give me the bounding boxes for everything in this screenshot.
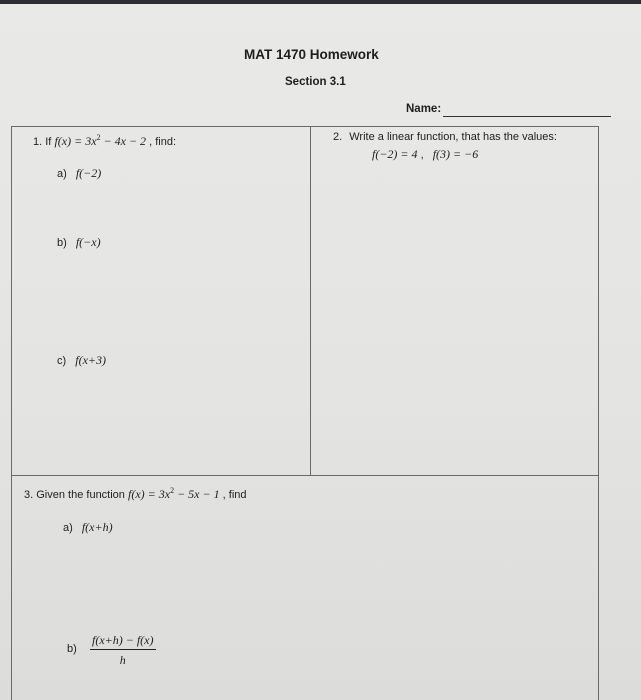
question-3a-expr: f(x+h) bbox=[81, 520, 113, 534]
question-2-value-1: f(−2) = 4 bbox=[372, 147, 418, 161]
question-1a-label: a) bbox=[57, 168, 67, 180]
question-3a bbox=[63, 520, 113, 535]
page-title: MAT 1470 Homework bbox=[244, 47, 379, 62]
question-3b-denominator: h bbox=[119, 653, 126, 667]
name-label: Name: bbox=[406, 103, 442, 115]
question-1-function: $f(x) = 3x^2 - 4x - 2$ bbox=[54, 133, 147, 148]
name-line[interactable] bbox=[443, 116, 611, 117]
question-1b bbox=[57, 235, 101, 250]
question-1c-label: c) bbox=[57, 355, 67, 367]
question-1b-label: b) bbox=[57, 237, 67, 249]
question-1-prompt bbox=[33, 133, 176, 149]
question-1-tail: , find: bbox=[149, 136, 177, 148]
question-2-value-2: f(3) = −6 bbox=[432, 147, 479, 161]
question-3-lead: Given the function bbox=[36, 489, 125, 501]
question-3b-numerator: f(x+h) − f(x) bbox=[90, 633, 156, 650]
question-1b-expr: f(−x) bbox=[75, 235, 101, 249]
section-label: Section 3.1 bbox=[285, 76, 346, 88]
question-3b-fraction bbox=[90, 633, 156, 668]
question-1-number: 1. bbox=[33, 136, 43, 148]
question-3a-label: a) bbox=[63, 522, 73, 534]
question-2-text: Write a linear function, that has the values: bbox=[349, 131, 557, 143]
question-1c bbox=[57, 353, 106, 368]
question-1a-expr: f(−2) bbox=[75, 166, 102, 180]
question-2-number: 2. bbox=[333, 131, 343, 143]
question-3b-label: b) bbox=[67, 643, 77, 655]
question-3-number: 3. bbox=[24, 489, 34, 501]
question-1-box bbox=[11, 126, 311, 476]
question-1c-expr: f(x+3) bbox=[75, 353, 106, 367]
question-1a bbox=[57, 166, 101, 181]
question-3-tail: , find bbox=[222, 489, 247, 501]
question-3-function: $f(x) = 3x^2 - 5x - 1$ bbox=[127, 486, 220, 501]
question-2-values bbox=[372, 147, 478, 162]
question-2-prompt bbox=[333, 131, 557, 143]
question-3-prompt bbox=[24, 486, 247, 502]
question-1-lead: If bbox=[45, 136, 52, 148]
question-2-box bbox=[310, 126, 599, 476]
question-2-separator: , bbox=[420, 149, 424, 161]
